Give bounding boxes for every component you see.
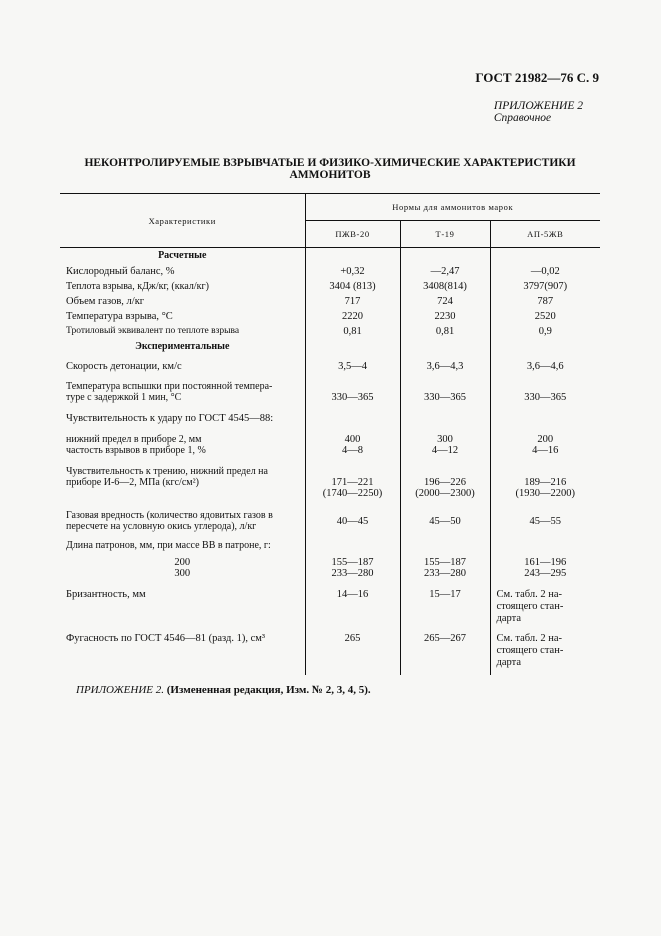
cell-value-line: дарта [496, 657, 521, 668]
table-row [60, 458, 600, 501]
title-line-1: НЕКОНТРОЛИРУЕМЫЕ ВЗРЫВЧАТЫЕ И ФИЗИКО-ХИМИЧЕСКИЕ ХАРАКТЕРИСТИКИ [84, 157, 576, 169]
row-label [60, 426, 305, 458]
cell-value: 15—17 [400, 581, 490, 627]
cell-value: 265—267 [400, 627, 490, 675]
title-line-2: АММОНИТОВ [289, 169, 371, 181]
row-label-line: пересчете на условную окись углерода), л/кг [66, 521, 257, 532]
table-row [60, 534, 600, 553]
cell-value: —2,47 [400, 264, 490, 279]
table-row [60, 627, 600, 675]
section-row-experimental [60, 339, 600, 355]
cell-value-line: 200 [537, 434, 554, 445]
cell-value: 2220 [305, 309, 400, 324]
row-label: Объем газов, л/кг [66, 296, 145, 307]
cell-value: 330—365 [400, 374, 490, 405]
cell-value [400, 426, 490, 458]
section-label-experimental: Экспериментальные [135, 341, 230, 352]
cell-value [490, 553, 600, 581]
document-reference: ГОСТ 21982—76 С. 9 [475, 70, 599, 85]
cell-value-line: 161—196 [524, 557, 567, 568]
cell-value: 45—50 [400, 501, 490, 534]
table-row [60, 294, 600, 309]
amendment-appendix-label: ПРИЛОЖЕНИЕ 2. [76, 684, 164, 696]
cell-value-line: См. табл. 2 на- [496, 589, 562, 600]
cell-value-line: 4—12 [431, 445, 459, 456]
row-label [60, 374, 305, 405]
row-label-line: 200 [174, 557, 191, 568]
cell-value-line: 155—187 [424, 557, 466, 568]
cell-value: 0,81 [305, 324, 400, 339]
cell-value-line: 189—216 [524, 477, 567, 488]
cell-value-line: 400 [344, 434, 361, 445]
cell-value: 724 [400, 294, 490, 309]
cell-value-line: (1930—2200) [515, 488, 575, 499]
cell-value-line: 233—280 [331, 568, 374, 579]
row-label: Тротиловый эквивалент по теплоте взрыва [66, 326, 240, 336]
row-label-line: нижний предел в приборе 2, мм [66, 434, 202, 445]
cell-value: 0,9 [538, 326, 552, 337]
row-label-line: приборе И-6—2, МПа (кгс/см²) [66, 477, 199, 488]
cell-value-line: 300 [437, 434, 453, 445]
row-label-line: туре с задержкой 1 мин, °С [66, 392, 182, 403]
cell-value-line: См. табл. 2 на- [496, 633, 562, 644]
cell-value-line: 243—295 [524, 568, 567, 579]
table-row [60, 553, 600, 581]
cell-value-line: стоящего стан- [496, 601, 564, 612]
cell-value [490, 458, 600, 501]
table-row [60, 309, 600, 324]
row-label: Кислородный баланс, % [66, 266, 175, 277]
row-label: Бризантность, мм [66, 589, 146, 600]
row-label: Чувствительность к удару по ГОСТ 4545—88: [66, 413, 274, 424]
cell-value [305, 426, 400, 458]
cell-value [305, 553, 400, 581]
table-row [60, 264, 600, 279]
cell-value: 0,81 [400, 324, 490, 339]
cell-value: 3408(814) [400, 279, 490, 294]
appendix-label: ПРИЛОЖЕНИЕ 2 [493, 100, 583, 112]
row-label-line: Температура вспышки при постоянной темпера- [66, 381, 273, 392]
cell-value: 3,6—4,3 [400, 355, 490, 374]
row-label: Длина патронов, мм, при массе ВВ в патроне, г: [66, 540, 271, 551]
cell-value: 45—55 [529, 516, 561, 527]
table-row [60, 355, 600, 374]
cell-value: 2520 [534, 311, 556, 322]
cell-value-line: 196—226 [424, 477, 466, 488]
row-label-line: Чувствительность к трению, нижний предел на [66, 466, 268, 477]
cell-value: +0,32 [305, 264, 400, 279]
row-label: Фугасность по ГОСТ 4546—81 (разд. 1), см³ [66, 633, 266, 644]
cell-value: 3797(907) [523, 281, 568, 292]
section-label-calculated: Расчетные [158, 250, 207, 261]
cell-value-line: (1740—2250) [322, 488, 383, 499]
cell-value: 330—365 [305, 374, 400, 405]
cell-value [400, 458, 490, 501]
cell-value [490, 426, 600, 458]
cell-value [490, 581, 600, 627]
row-label [60, 553, 305, 581]
appendix-block [494, 100, 583, 124]
column-header-ap5zhv: АП-5ЖВ [490, 221, 600, 248]
cell-value: —0,02 [530, 266, 560, 277]
page-title [60, 157, 600, 181]
cell-value-line: 233—280 [424, 568, 466, 579]
row-label-line: Газовая вредность (количество ядовитых газов в [66, 510, 273, 521]
table-row [60, 279, 600, 294]
cell-value: 14—16 [305, 581, 400, 627]
cell-value: 3404 (813) [305, 279, 400, 294]
row-label-line: частость взрывов в приборе 1, % [66, 445, 206, 456]
table-row [60, 581, 600, 627]
table-row [60, 501, 600, 534]
table-row [60, 405, 600, 426]
cell-value-line: дарта [496, 613, 521, 624]
column-header-norms: Нормы для аммонитов марок [305, 194, 600, 221]
cell-value-line: 4—16 [532, 445, 559, 456]
cell-value: 787 [537, 296, 554, 307]
cell-value [305, 458, 400, 501]
table-row [60, 324, 600, 339]
cell-value: 330—365 [524, 392, 567, 403]
cell-value-line: (2000—2300) [415, 488, 475, 499]
column-header-t19: Т-19 [400, 221, 490, 248]
amendment-edition-text: (Измененная редакция, Изм. № 2, 3, 4, 5). [166, 684, 371, 696]
column-header-pzhv20: ПЖВ-20 [305, 221, 400, 248]
cell-value-line: 155—187 [331, 557, 374, 568]
row-label: Скорость детонации, км/с [66, 361, 182, 372]
table-row [60, 374, 600, 405]
cell-value-line: стоящего стан- [496, 645, 564, 656]
characteristics-table [60, 193, 600, 675]
cell-value: 3,6—4,6 [526, 361, 564, 372]
section-row-calculated [60, 248, 600, 265]
cell-value: 717 [305, 294, 400, 309]
cell-value-line: 171—221 [331, 477, 374, 488]
row-label: Теплота взрыва, кДж/кг, (ккал/кг) [66, 281, 209, 292]
cell-value-line: 4—8 [342, 445, 363, 456]
row-label [60, 501, 305, 534]
row-label-line: 300 [174, 568, 191, 579]
table-row [60, 426, 600, 458]
cell-value [400, 553, 490, 581]
column-header-characteristics: Характеристики [60, 194, 305, 248]
cell-value: 2230 [400, 309, 490, 324]
cell-value: 265 [305, 627, 400, 675]
amendment-note [76, 684, 371, 696]
row-label: Температура взрыва, °С [66, 311, 173, 322]
cell-value: 40—45 [305, 501, 400, 534]
cell-value: 3,5—4 [305, 355, 400, 374]
appendix-type: Справочное [493, 112, 552, 124]
row-label [60, 458, 305, 501]
cell-value [490, 627, 600, 675]
